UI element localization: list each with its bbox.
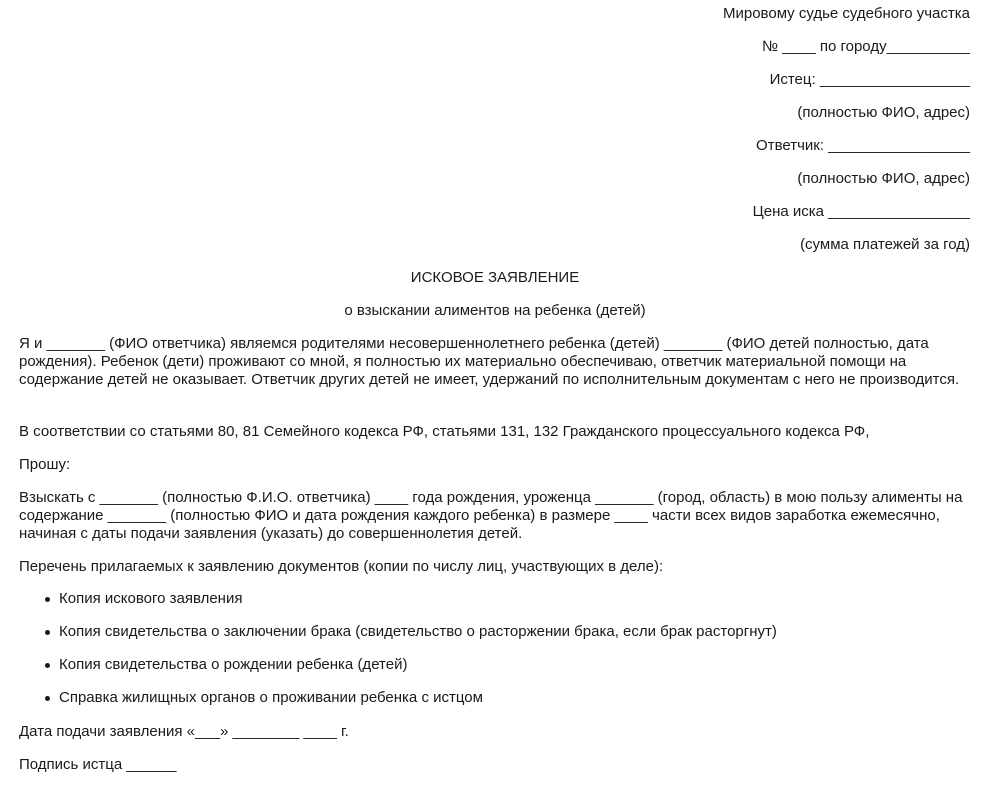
defendant-hint: (полностью ФИО, адрес) xyxy=(797,170,970,187)
list-item xyxy=(19,689,777,707)
list-item-text: Копия искового заявления xyxy=(59,590,243,607)
legal-basis-paragraph: В соответствии со статьями 80, 81 Семейного кодекса РФ, статьями 131, 132 Гражданского процессуального кодекса РФ, xyxy=(19,423,870,440)
attachments-heading: Перечень прилагаемых к заявлению документов (копии по числу лиц, участвующих в деле): xyxy=(19,558,664,575)
claim-price-hint: (сумма платежей за год) xyxy=(800,236,970,253)
bullet-icon xyxy=(45,696,50,701)
court-district-line: № ____ по городу__________ xyxy=(762,38,970,55)
court-addressee: Мировому судье судебного участка xyxy=(723,5,970,22)
document-title: ИСКОВОЕ ЗАЯВЛЕНИЕ xyxy=(410,269,580,286)
list-item-text: Справка жилищных органов о проживании ребенка с истцом xyxy=(59,689,483,706)
list-item-text: Копия свидетельства о заключении брака (свидетельство о расторжении брака, если брак расторгнут) xyxy=(59,623,777,640)
list-item xyxy=(19,590,777,608)
list-item-text: Копия свидетельства о рождении ребенка (детей) xyxy=(59,656,408,673)
list-item xyxy=(19,656,777,674)
bullet-icon xyxy=(45,663,50,668)
addressee-block xyxy=(723,5,970,254)
defendant-line: Ответчик: _________________ xyxy=(756,137,970,154)
bullet-icon xyxy=(45,597,50,602)
document-subtitle: о взыскании алиментов на ребенка (детей) xyxy=(344,302,646,319)
list-item xyxy=(19,623,777,641)
request-paragraph: Взыскать с _______ (полностью Ф.И.О. ответчика) ____ года рождения, уроженца _______ (город, область) в мою пользу алименты на содержание _______ (полностью ФИО и дата рождения каждого ребенка) в размере ____ части всех видов заработка ежемесячно, начиная с даты подачи заявления (указать) до совершеннолетия детей. xyxy=(19,489,963,542)
filing-date-line: Дата подачи заявления «___» ________ ____ г. xyxy=(19,723,349,740)
claim-price-line: Цена иска _________________ xyxy=(752,203,970,220)
request-heading: Прошу: xyxy=(19,456,71,473)
plaintiff-hint: (полностью ФИО, адрес) xyxy=(797,104,970,121)
attachments-list xyxy=(19,590,777,722)
signature-line: Подпись истца ______ xyxy=(19,756,177,773)
bullet-icon xyxy=(45,630,50,635)
plaintiff-line: Истец: __________________ xyxy=(769,71,970,88)
statement-paragraph: Я и _______ (ФИО ответчика) являемся родителями несовершеннолетнего ребенка (детей) _______ (ФИО детей полностью, дата рождения). Ребенок (дети) проживают со мной, я полностью их материально обеспечиваю, ответчик материальной помощи на содержание детей не оказывает. Ответчик других детей не имеет, удержаний по исполнительным документам с него не производится. xyxy=(19,335,960,388)
